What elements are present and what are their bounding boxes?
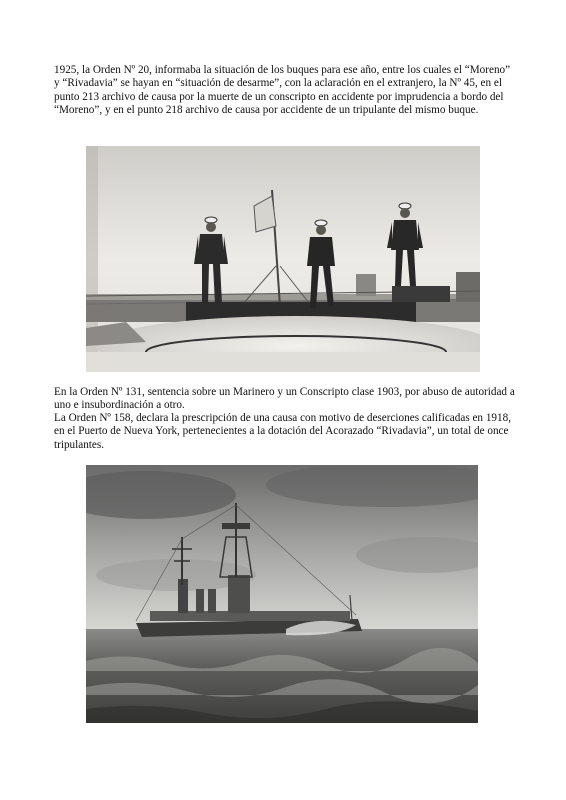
battleship-at-sea-painting <box>86 465 478 723</box>
paragraph-order-131: En la Orden Nº 131, sentencia sobre un Marinero y un Conscripto clase 1903, por abuso de autoridad a uno e insubordinación a otro. <box>54 386 515 412</box>
sailors-on-deck-photo <box>86 146 480 372</box>
paragraph-order-158: La Orden Nº 158, declara la prescripción de una causa con motivo de deserciones calificadas en 1918, en el Puerto de Nueva York, pertenecientes a la dotación del Acorazado “Rivadavia”, un total de once tripulantes. <box>54 412 511 451</box>
paragraph-1925-orders: 1925, la Orden Nº 20, informaba la situación de los buques para ese año, entre los cuales el “Moreno” y “Rivadavia” se hayan en “situación de desarme”, con la aclaración en el extranjero, la Nº 45, en el punto 213 archivo de causa por la muerte de un conscripto en accidente por imprudencia a bordo del “Moreno”, y en el punto 218 archivo de causa por accidente de un tripulante del mismo buque. <box>54 64 511 117</box>
